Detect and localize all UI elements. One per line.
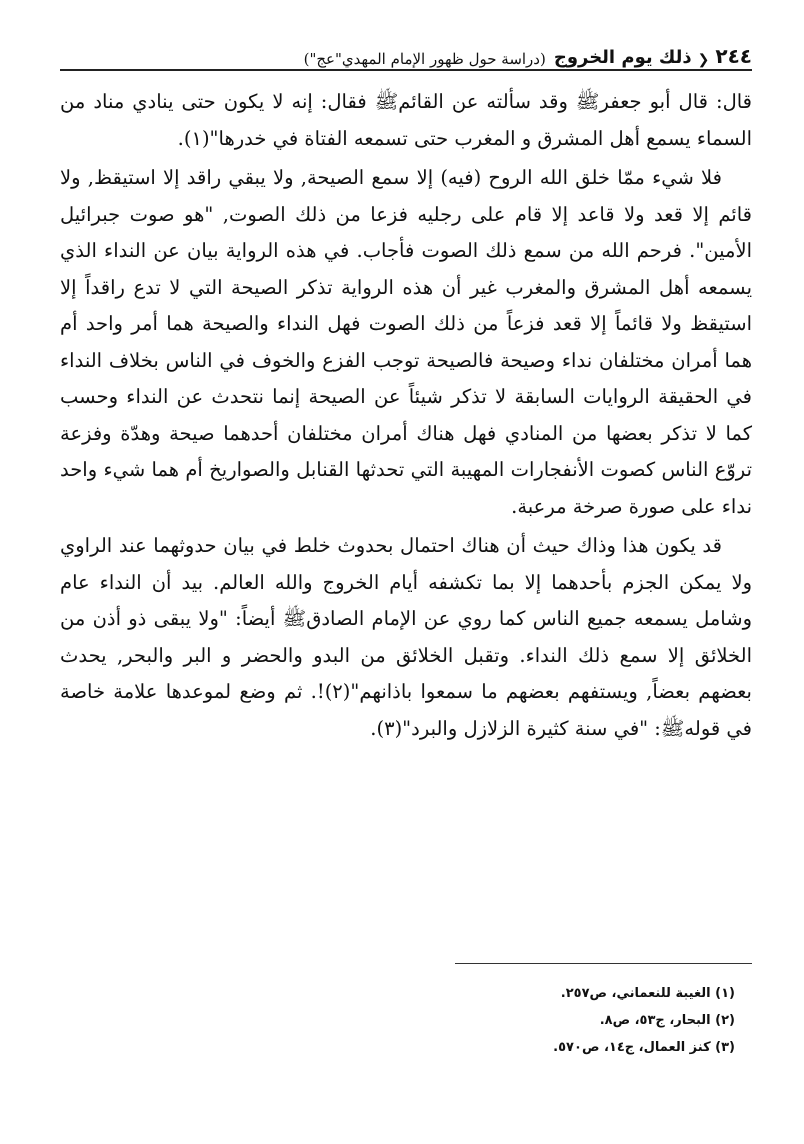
arrow-icon: ❮ xyxy=(697,52,710,68)
footnote-3: (٣) كنز العمال، ج١٤، ص٥٧٠. xyxy=(553,1040,735,1055)
running-header xyxy=(60,28,752,68)
header-title: ذلك يوم الخروج xyxy=(553,47,692,68)
footnote-1: (١) الغيبة للنعماني، ص٢٥٧. xyxy=(560,986,735,1001)
paragraph-1: قال: قال أبو جعفر‌ﷺ وقد سألته عن القائم‌ﷺ فقال: إنه لا يكون حتى ينادي مناد من السماء يسمع أهل المشرق و المغرب حتى تسمعه الفتاة في خدرها"(١). xyxy=(60,90,752,150)
header-subtitle: (دراسة حول ظهور الإمام المهدي"عج") xyxy=(303,50,546,68)
paragraph-2: فلا شيء ممّا خلق الله الروح (فيه) إلا سمع الصيحة, ولا يبقي راقد إلا استيقظ, ولا قائم إلا قعد ولا قاعد إلا قام على رجليه فزعا من ذلك الصوت, "هو صوت جبرائيل الأمين". فرحم الله من سمع ذلك الصوت فأجاب. في هذه الرواية بيان عن النداء الذي يسمعه أهل المشرق والمغرب غير أن هذه الرواية تذكر الصيحة التي لا تدع راقداً إلا استيقظ ولا قائماً إلا قعد فزعاً من ذلك الصوت فهل النداء والصيحة هما أمر واحد أم هما أمران مختلفان نداء وصيحة فالصيحة توجب الفزع والخوف في الناس بخلاف النداء في الحقيقة الروايات السابقة لا تذكر شيئاً عن الصيحة إنما نتحدث عن النداء وحسب كما لا تذكر بعضها من المنادي فهل هناك أمران مختلفان أحدهما صيحة وهدّة وفزعة تروّع الناس كصوت الأنفجارات المهيبة التي تحدثها القنابل والصواريخ أم هما شيء واحد نداء على صورة صرخة مرعبة. xyxy=(60,166,752,518)
paragraph-3: قد يكون هذا وذاك حيث أن هناك احتمال بحدوث خلط في بيان حدوثهما عند الراوي ولا يمكن الجزم بأحدهما إلا بما تكشفه أيام الخروج والله العالم. بيد أن النداء عام وشامل يسمعه جميع الناس كما روي عن الإمام الصادق‌ﷺ أيضاً: "ولا يبقى ذو أذن من الخلائق إلا سمع ذلك النداء. وتقبل الخلائق من البدو والحضر و البر والبحر, يحدث بعضهم بعضاً, ويستفهم بعضهم ما سمعوا باذانهم"(٢)!. ثم وضع لموعدها علامة خاصة في قوله‌ﷺ: "في سنة كثيرة الزلازل والبرد"(٣). xyxy=(60,534,752,740)
footnotes xyxy=(60,980,735,1061)
footnote-2: (٢) البحار، ج٥٣، ص٨. xyxy=(599,1013,735,1028)
page-number: ٢٤٤ xyxy=(715,44,752,68)
footnote-rule xyxy=(455,963,752,964)
body-text xyxy=(60,84,752,747)
header-rule xyxy=(60,69,752,71)
